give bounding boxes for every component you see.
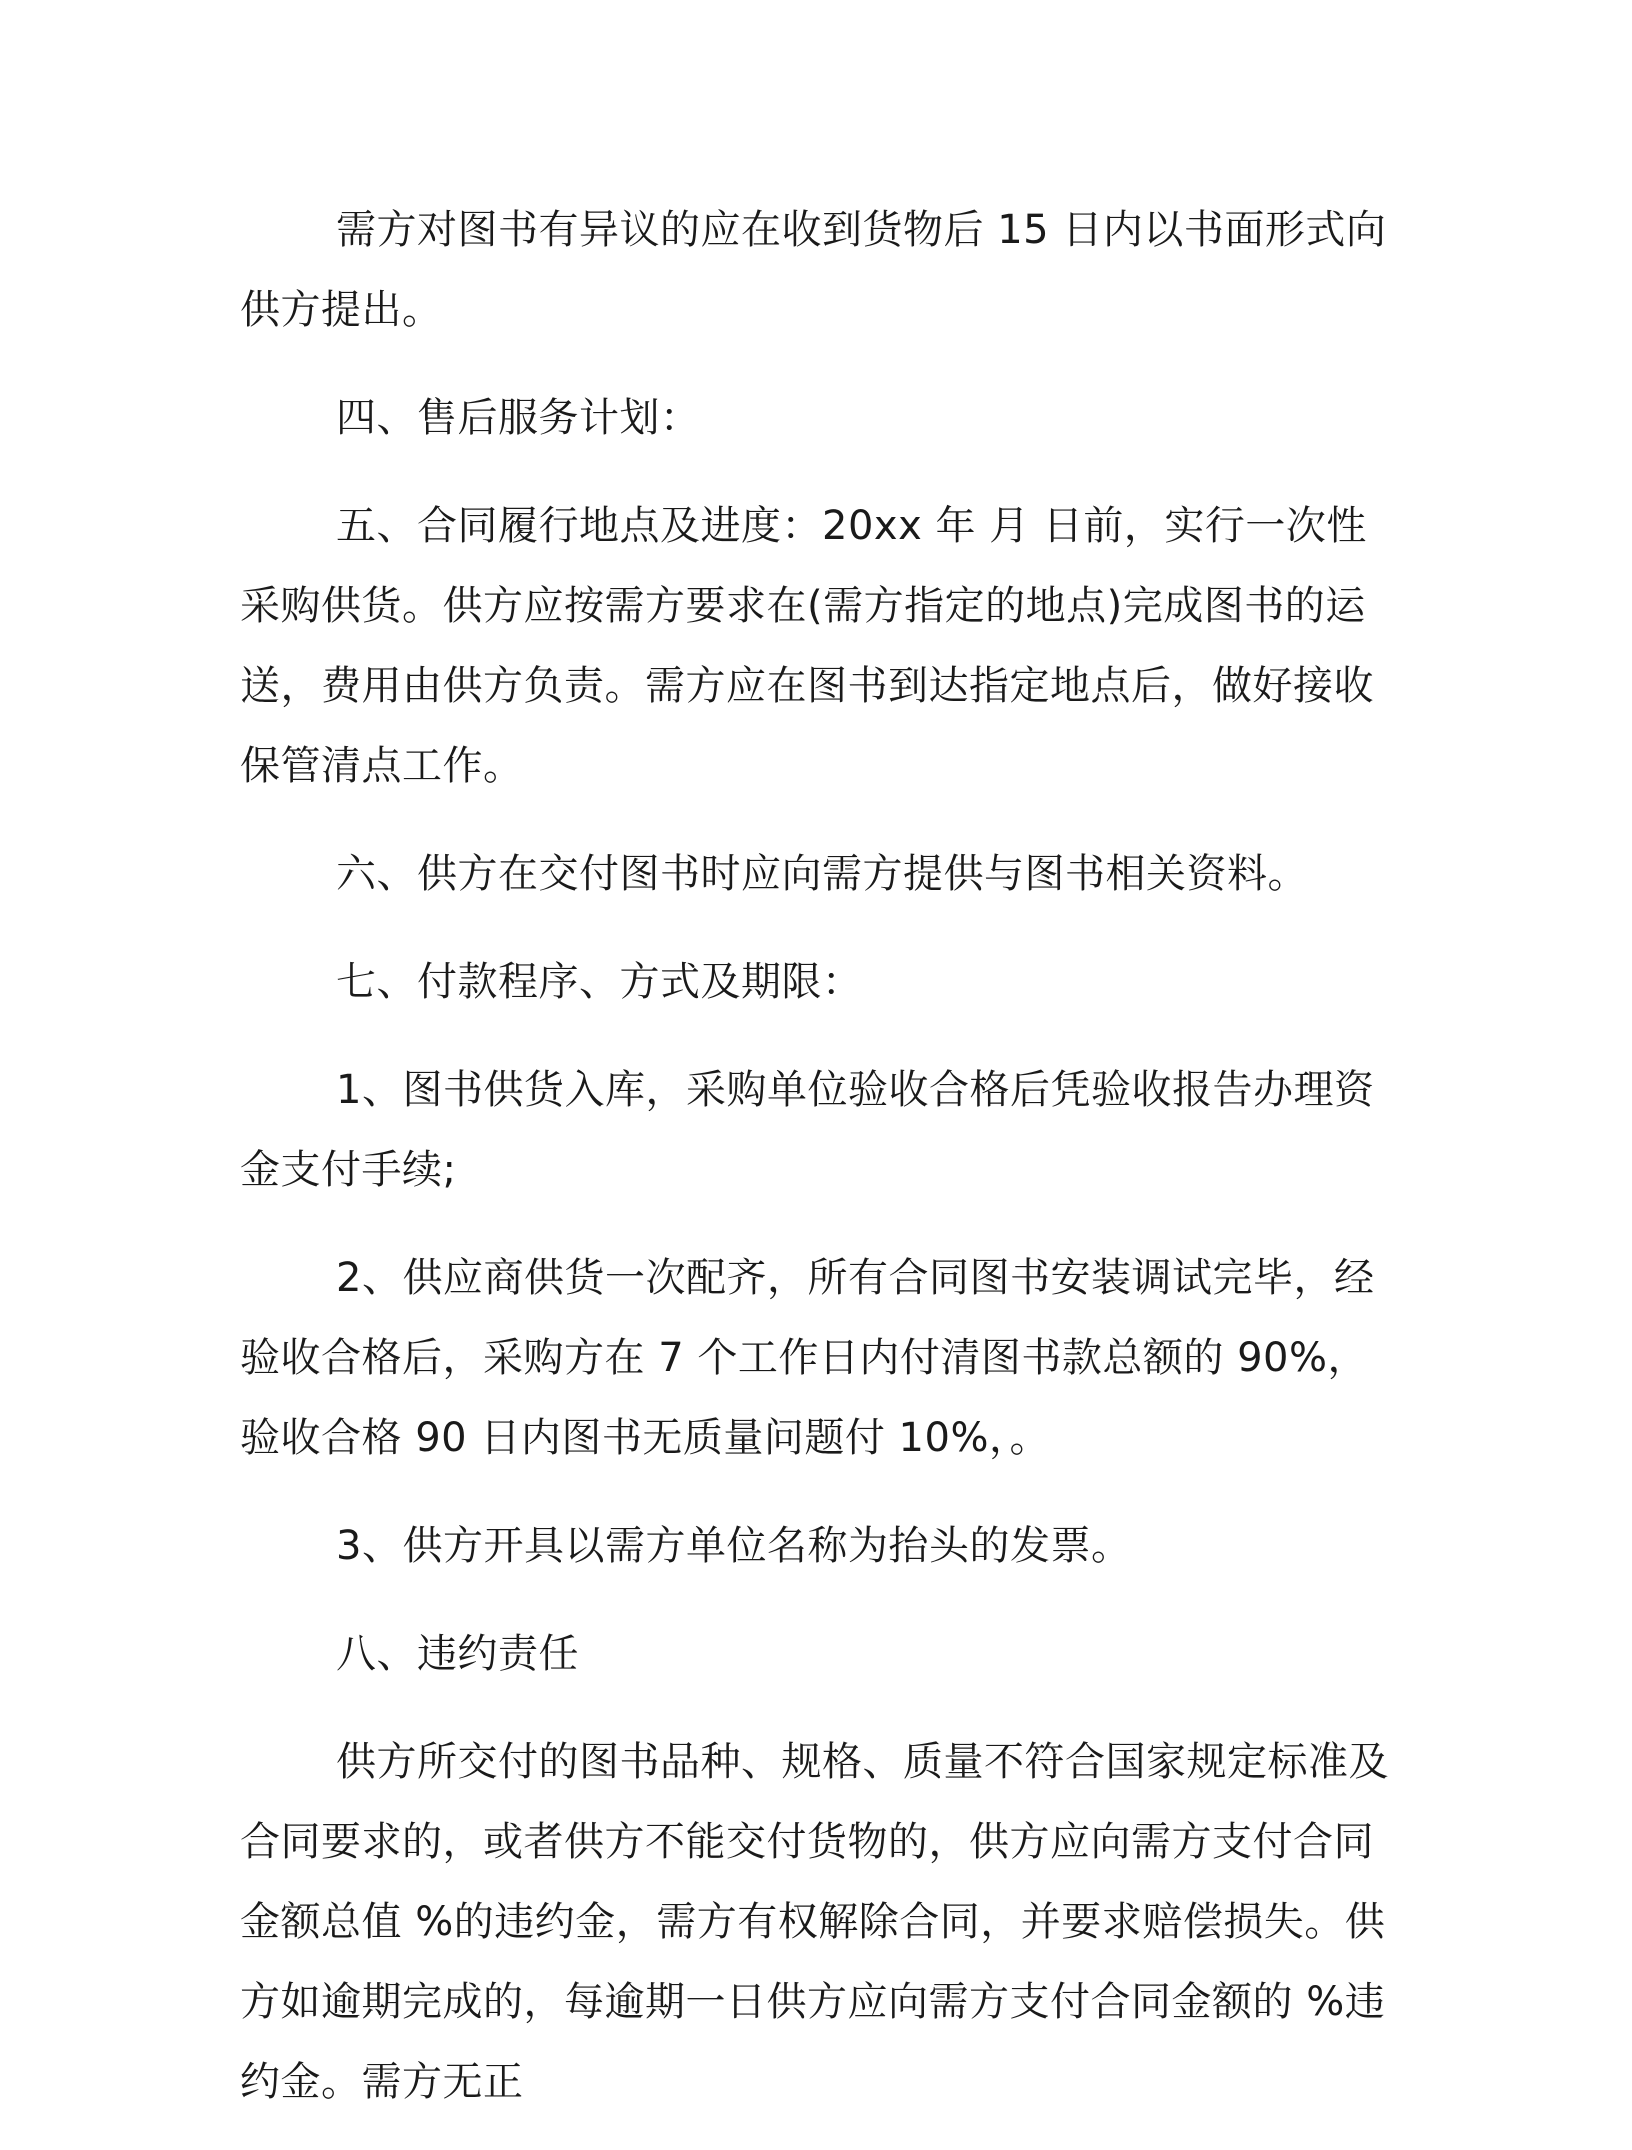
paragraph-delivery-materials: 六、供方在交付图书时应向需方提供与图书相关资料。	[336, 851, 1308, 897]
document-page	[240, 190, 1400, 2150]
paragraph-payment-item-1: 1、图书供货入库，采购单位验收合格后凭验收报告办理资金支付手续;	[240, 1067, 1375, 1193]
paragraph-payment-item-3: 3、供方开具以需方单位名称为抬头的发票。	[336, 1523, 1132, 1569]
paragraph-payment-item-2: 2、供应商供货一次配齐，所有合同图书安装调试完毕，经验收合格后，采购方在 7 个工作日内付清图书款总额的 90%，验收合格 90 日内图书无质量问题付 10%，。	[240, 1255, 1375, 1461]
paragraph-performance-location: 五、合同履行地点及进度：20xx 年 月 日前，实行一次性采购供货。供方应按需方要求在(需方指定的地点)完成图书的运送，费用由供方负责。需方应在图书到达指定地点后，做好接收保管清点工作。	[240, 503, 1374, 789]
paragraph-objection-notice: 需方对图书有异议的应在收到货物后 15 日内以书面形式向供方提出。	[240, 207, 1387, 333]
section-heading-liability: 八、违约责任	[336, 1631, 579, 1677]
paragraph-liability-terms: 供方所交付的图书品种、规格、质量不符合国家规定标准及合同要求的，或者供方不能交付货物的，供方应向需方支付合同金额总值 %的违约金，需方有权解除合同，并要求赔偿损失。供方如逾期完成的，每逾期一日供方应向需方支付合同金额的 %违约金。需方无正	[240, 1739, 1389, 2105]
section-heading-after-sales: 四、售后服务计划：	[336, 395, 701, 441]
section-heading-payment: 七、付款程序、方式及期限：	[336, 959, 863, 1005]
